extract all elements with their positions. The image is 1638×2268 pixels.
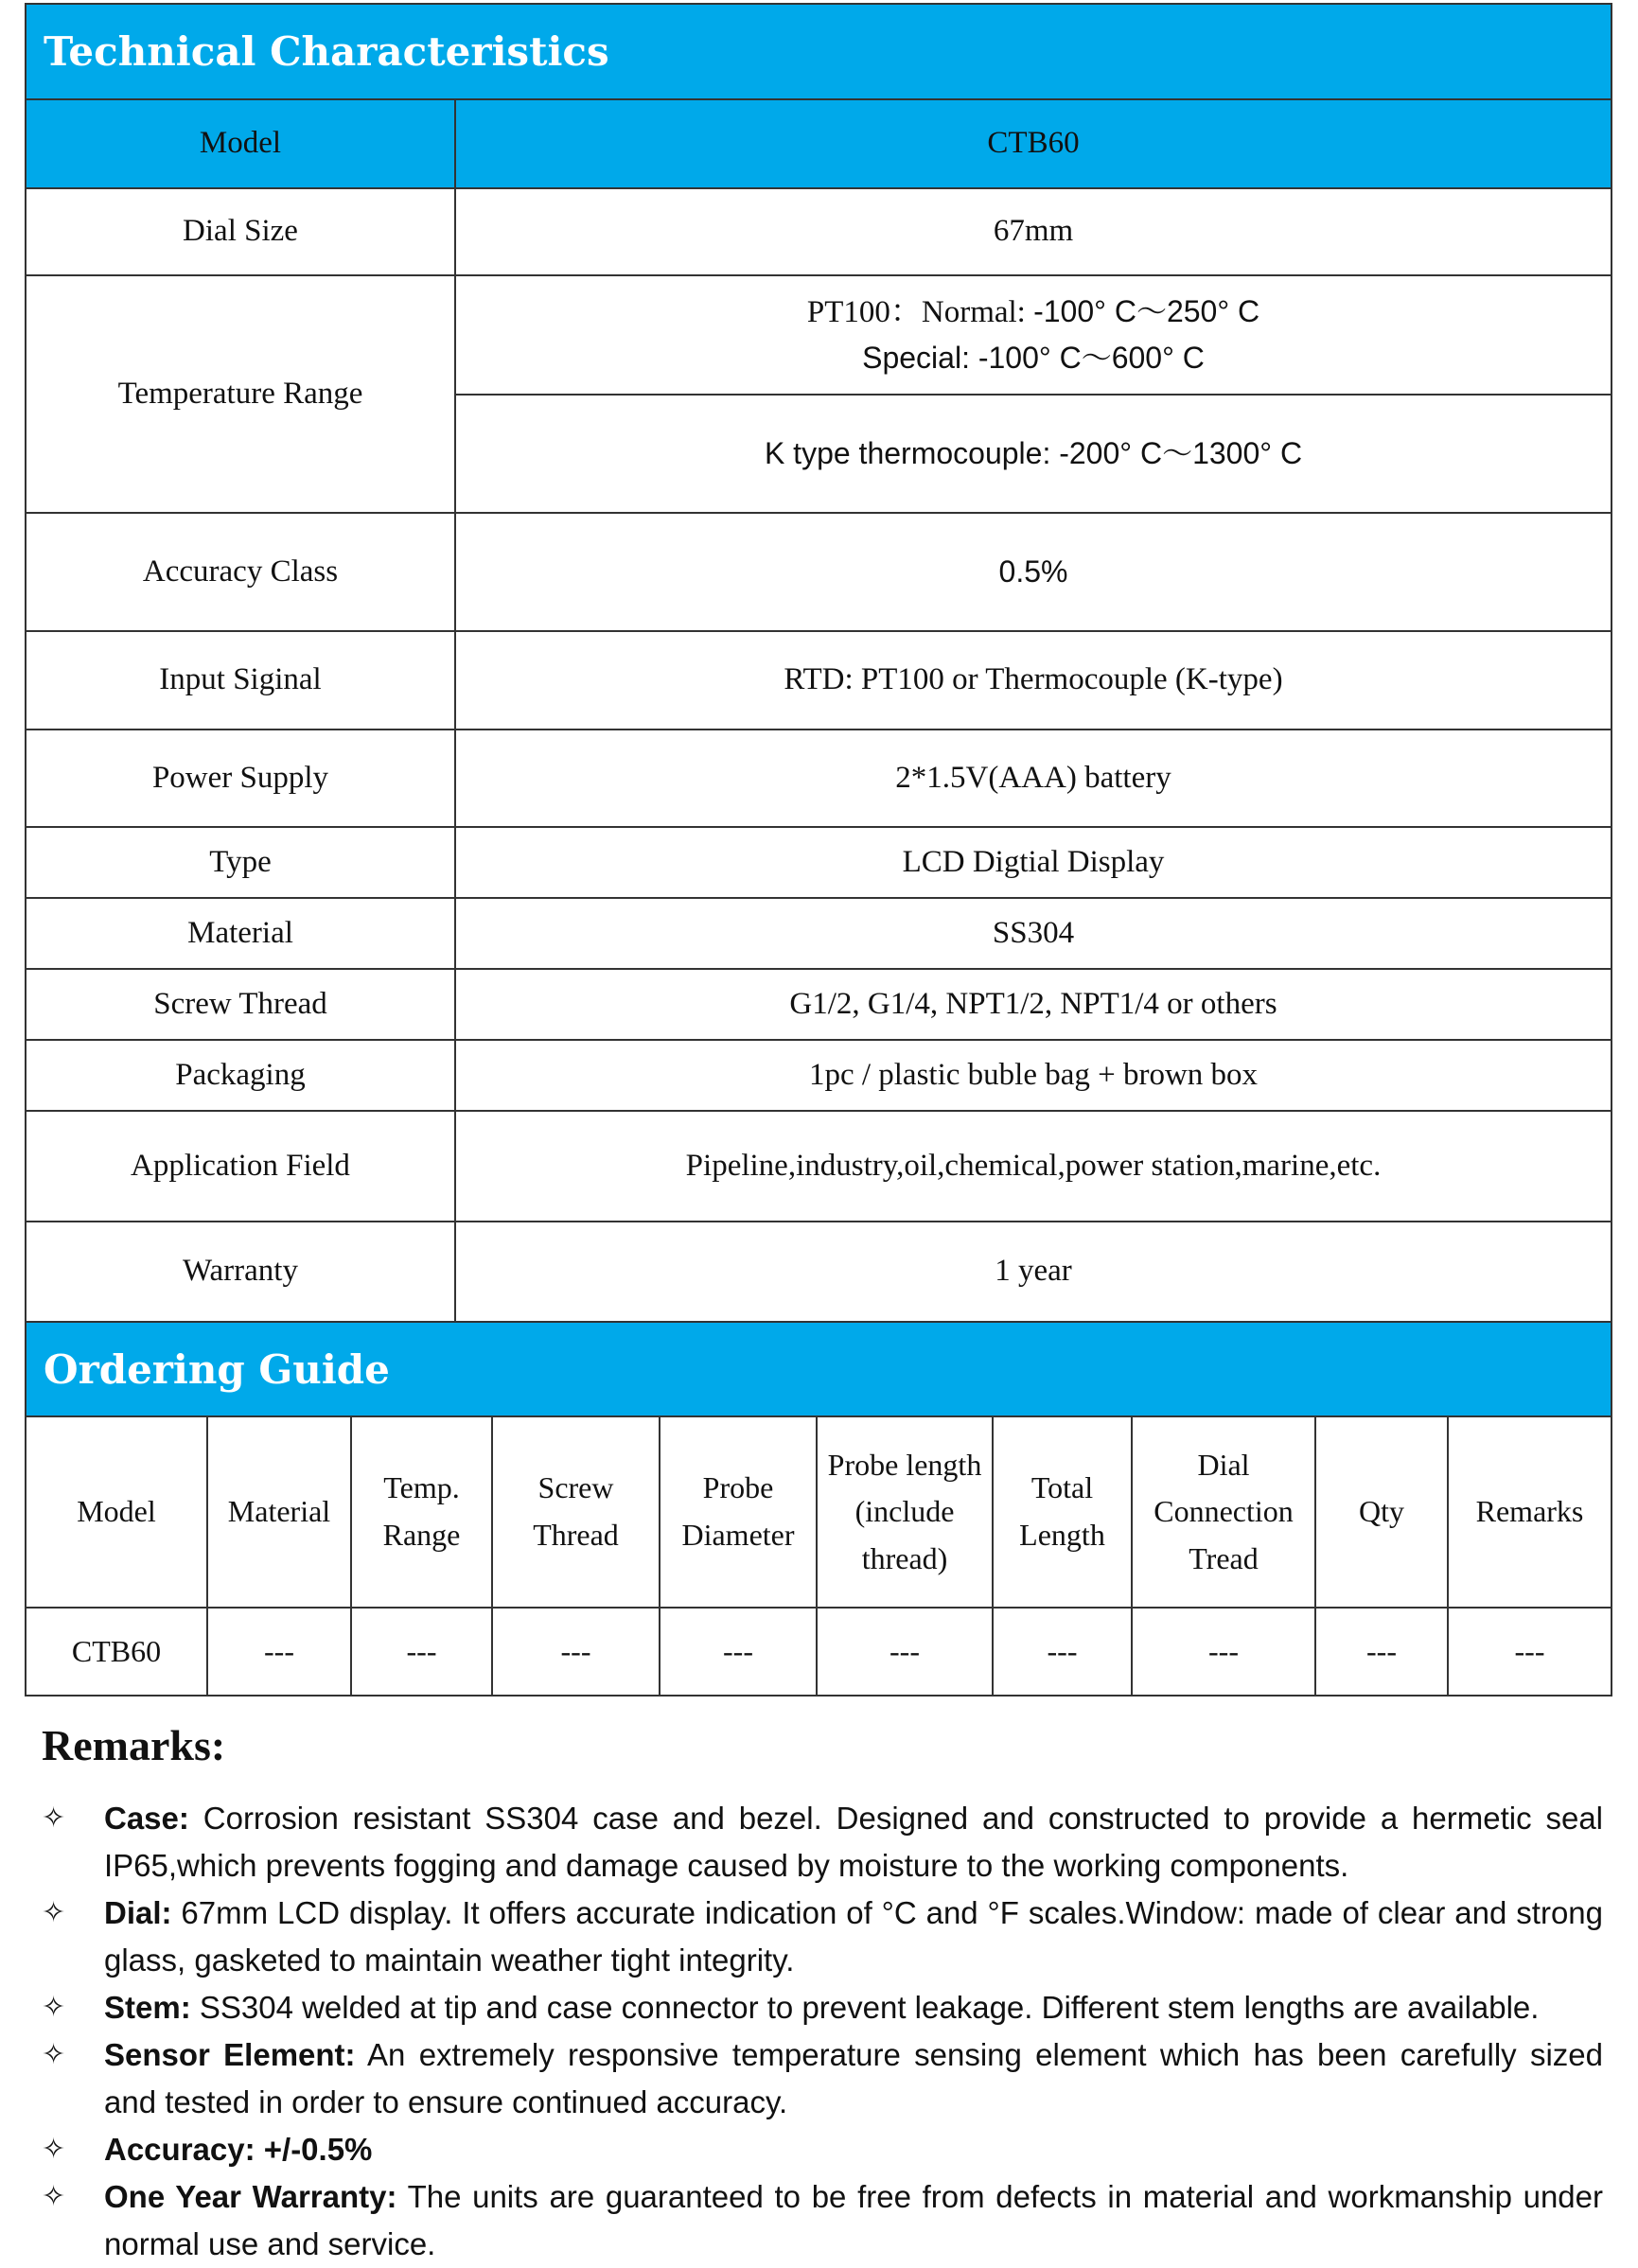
warranty-value: 1 year (455, 1222, 1612, 1322)
remark-text: Corrosion resistant SS304 case and bezel. Designed and constructed to provide a hermetic seal IP65,which prevents fogging and damage caused by moisture to the working components. (104, 1801, 1603, 1883)
table-row (26, 99, 1612, 188)
remark-text: SS304 welded at tip and case connector to prevent leakage. Different stem lengths are available. (190, 1990, 1540, 2025)
list-item (42, 2126, 1603, 2173)
remark-label: Accuracy: +/-0.5% (104, 2132, 373, 2167)
pt100-normal-range: -100° C～250° C (1033, 294, 1260, 329)
dial-size-value: 67mm (455, 188, 1612, 275)
cell-probe-length: --- (817, 1608, 993, 1696)
list-item (42, 2173, 1603, 2268)
remark-text: An extremely responsive temperature sensing element which has been carefully sized and tested in order to ensure continued accuracy. (104, 2037, 1603, 2119)
cell-model: CTB60 (26, 1608, 207, 1696)
temperature-range-k-type: K type thermocouple: -200° C～1300° C (455, 395, 1612, 513)
accuracy-class-value: 0.5% (455, 513, 1612, 631)
sparkle-bullet-icon: ✧ (42, 1992, 66, 2023)
material-value: SS304 (455, 898, 1612, 969)
header-probe-length: Probe length (include thread) (817, 1416, 993, 1608)
dial-size-label: Dial Size (26, 188, 455, 275)
table-row (26, 730, 1612, 827)
header-qty: Qty (1315, 1416, 1448, 1608)
table-row (26, 827, 1612, 898)
table-row (26, 631, 1612, 730)
cell-screw-thread: --- (492, 1608, 660, 1696)
list-item (42, 1795, 1603, 1890)
screw-thread-value: G1/2, G1/4, NPT1/2, NPT1/4 or others (455, 969, 1612, 1040)
table-row (26, 275, 1612, 395)
pt100-special-range: Special: -100° C～600° C (862, 341, 1205, 376)
cell-probe-diameter: --- (660, 1608, 817, 1696)
pt100-prefix: PT100：Normal: (806, 295, 1034, 330)
header-screw-thread: Screw Thread (492, 1416, 660, 1608)
temperature-range-pt100 (455, 275, 1612, 395)
packaging-label: Packaging (26, 1040, 455, 1111)
power-supply-value: 2*1.5V(AAA) battery (455, 730, 1612, 827)
cell-remarks: --- (1448, 1608, 1612, 1696)
ordering-guide-heading: Ordering Guide (25, 1321, 1612, 1417)
cell-total-length: --- (993, 1608, 1132, 1696)
spec-sheet (25, 3, 1612, 1697)
application-field-label: Application Field (26, 1111, 455, 1222)
remark-text: 67mm LCD display. It offers accurate indication of °C and °F scales.Window: made of clear and strong glass, gasketed to maintain weather tight integrity. (104, 1895, 1603, 1978)
sparkle-bullet-icon: ✧ (42, 2039, 66, 2070)
ordering-header-row (26, 1416, 1612, 1608)
sparkle-bullet-icon: ✧ (42, 1802, 66, 1834)
header-remarks: Remarks (1448, 1416, 1612, 1608)
sparkle-bullet-icon: ✧ (42, 1897, 66, 1928)
header-probe-diameter: Probe Diameter (660, 1416, 817, 1608)
list-item (42, 1984, 1603, 2031)
model-value: CTB60 (455, 99, 1612, 188)
remark-label: Case: (104, 1801, 189, 1836)
technical-characteristics-heading: Technical Characteristics (25, 3, 1612, 100)
remark-label: Dial: (104, 1895, 172, 1930)
cell-material: --- (207, 1608, 351, 1696)
table-row (26, 1040, 1612, 1111)
table-row (26, 969, 1612, 1040)
table-row (26, 513, 1612, 631)
model-label: Model (26, 99, 455, 188)
table-row (26, 1222, 1612, 1322)
input-signal-value: RTD: PT100 or Thermocouple (K-type) (455, 631, 1612, 730)
table-row (26, 188, 1612, 275)
header-dial-connection: Dial Connection Tread (1132, 1416, 1315, 1608)
header-material: Material (207, 1416, 351, 1608)
remark-label: Stem: (104, 1990, 191, 2025)
remark-label: One Year Warranty: (104, 2179, 397, 2214)
temperature-range-label: Temperature Range (26, 275, 455, 513)
ordering-data-row (26, 1608, 1612, 1696)
application-field-value: Pipeline,industry,oil,chemical,power station,marine,etc. (455, 1111, 1612, 1222)
header-model: Model (26, 1416, 207, 1608)
type-label: Type (26, 827, 455, 898)
packaging-value: 1pc / plastic buble bag + brown box (455, 1040, 1612, 1111)
cell-qty: --- (1315, 1608, 1448, 1696)
accuracy-class-label: Accuracy Class (26, 513, 455, 631)
power-supply-label: Power Supply (26, 730, 455, 827)
warranty-label: Warranty (26, 1222, 455, 1322)
header-temp-range: Temp. Range (351, 1416, 492, 1608)
header-total-length: Total Length (993, 1416, 1132, 1608)
remark-label: Sensor Element: (104, 2037, 356, 2072)
ordering-guide-table (25, 1415, 1612, 1697)
sparkle-bullet-icon: ✧ (42, 2181, 66, 2212)
table-row (26, 898, 1612, 969)
remarks-heading: Remarks: (42, 1721, 226, 1769)
screw-thread-label: Screw Thread (26, 969, 455, 1040)
remarks-list (42, 1795, 1603, 2268)
input-signal-label: Input Siginal (26, 631, 455, 730)
table-row (26, 1111, 1612, 1222)
material-label: Material (26, 898, 455, 969)
sparkle-bullet-icon: ✧ (42, 2134, 66, 2165)
list-item (42, 2031, 1603, 2126)
technical-characteristics-table (25, 98, 1612, 1323)
type-value: LCD Digtial Display (455, 827, 1612, 898)
cell-dial-connection: --- (1132, 1608, 1315, 1696)
cell-temp-range: --- (351, 1608, 492, 1696)
list-item (42, 1890, 1603, 1984)
remark-text: The units are guaranteed to be free from defects in material and workmanship under normal use and service. (104, 2179, 1603, 2261)
